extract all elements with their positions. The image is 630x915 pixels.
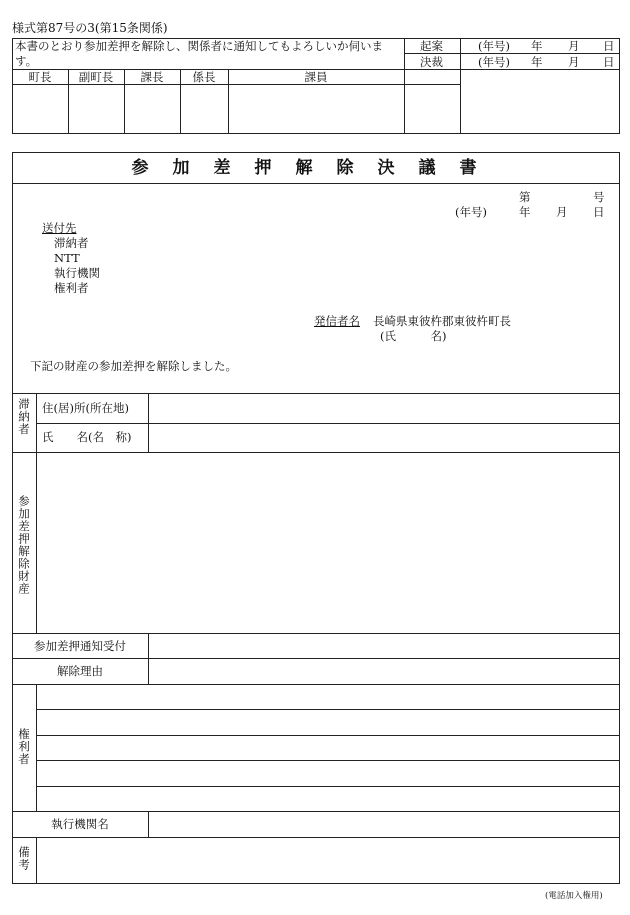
agency-label: 執行機関名 [51, 817, 109, 831]
property-label: 参加差押解除財産 [17, 495, 31, 595]
sender-name: 長崎県東彼杵郡東彼杵町長 [373, 314, 511, 328]
recipient-ntt: NTT [54, 251, 80, 265]
notice-label: 参加差押通知受付 [34, 639, 126, 653]
delinquent-label: 滞納者 [17, 398, 31, 436]
number-suffix: 号 [593, 190, 605, 204]
statement-text: 下記の財産の参加差押を解除しました。 [30, 359, 237, 373]
sender-name-sub: (氏 名) [380, 329, 447, 343]
rights-holder-label: 権利者 [17, 728, 31, 766]
main-document-frame [12, 152, 620, 884]
footer-note: (電話加入権用) [545, 891, 603, 901]
role-deputy-mayor: 副町長 [78, 70, 114, 84]
number-prefix: 第 [519, 190, 531, 204]
recipient-rights-holder: 権利者 [54, 281, 89, 295]
approval-request-text: 本書のとおり参加差押を解除し、関係者に通知してもよろしいか伺います。 [15, 39, 383, 68]
document-title: 参加差押解除決議書 [131, 158, 501, 178]
role-mayor: 町長 [28, 70, 52, 84]
draft-label: 起案 [420, 39, 443, 53]
recipient-agency: 執行機関 [54, 266, 100, 280]
recipient-heading: 送付先 [42, 221, 77, 235]
role-subsection-chief: 係長 [192, 70, 216, 84]
name-label: 氏 名(名 称) [42, 430, 132, 444]
sender-label: 発信者名 [314, 314, 360, 328]
address-label: 住(居)所(所在地) [42, 401, 129, 415]
decision-label: 決裁 [420, 55, 443, 69]
reason-label: 解除理由 [57, 664, 103, 678]
recipient-delinquent: 滞納者 [54, 236, 89, 250]
remarks-label: 備考 [17, 846, 31, 871]
role-section-chief: 課長 [140, 70, 164, 84]
form-number: 様式第87号の3(第15条関係) [12, 21, 168, 35]
role-staff: 課員 [304, 70, 328, 84]
